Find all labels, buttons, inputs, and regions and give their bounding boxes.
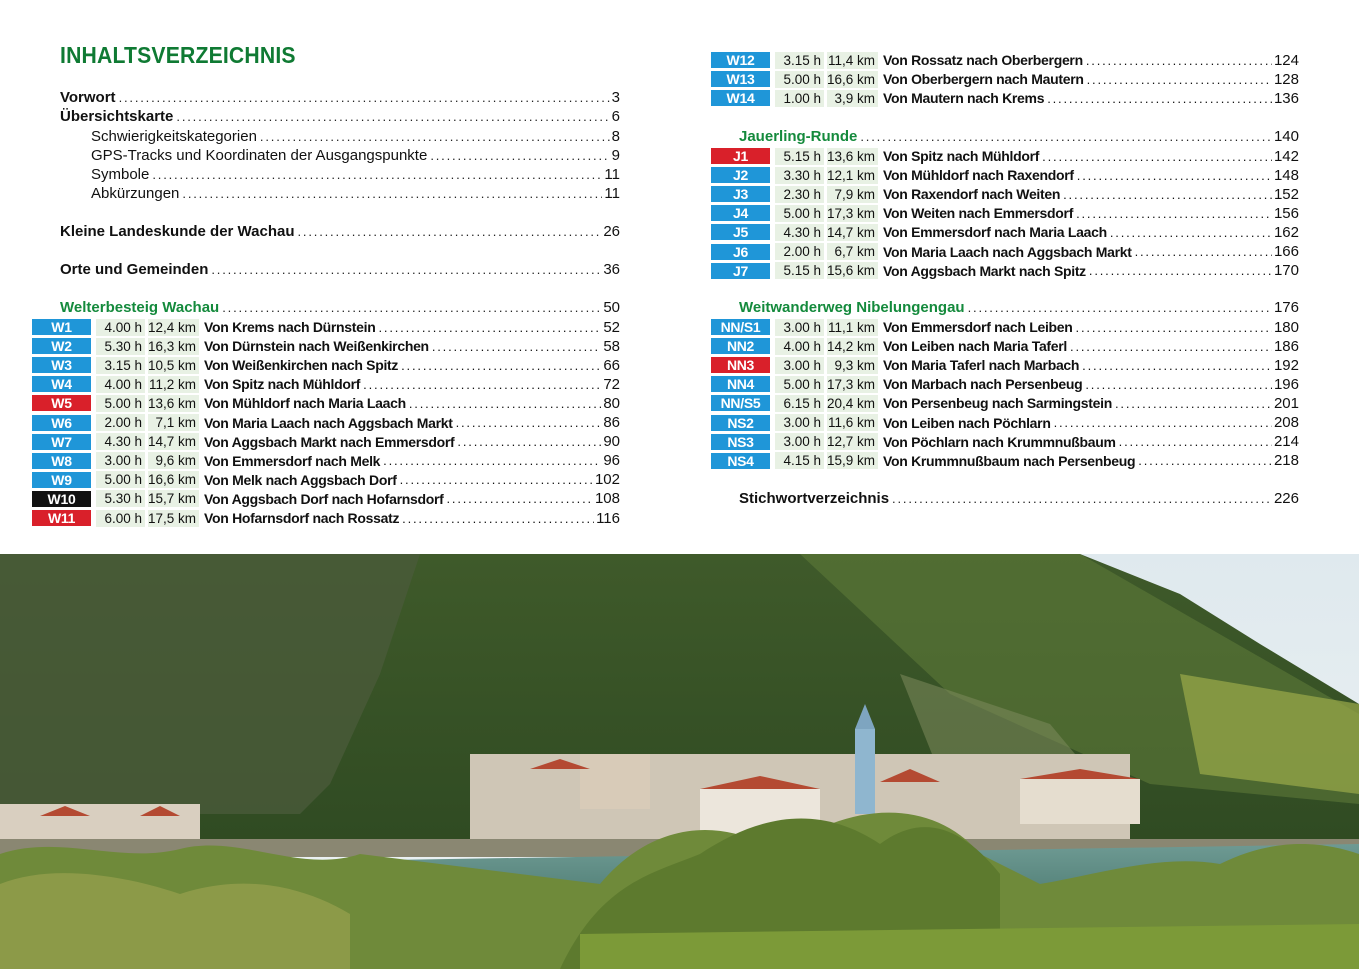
page-number: 6 [611, 108, 620, 125]
page-number: 156 [1273, 204, 1299, 222]
page-number: 201 [1273, 394, 1299, 412]
route-duration: 4.00 h [96, 376, 145, 393]
leader-dots [1119, 434, 1272, 449]
route-code-badge: NN2 [711, 338, 770, 354]
route-distance: 14,7 km [148, 433, 199, 450]
route-title: Von Maria Laach nach Aggsbach Markt [204, 414, 453, 431]
route-code-badge: J6 [711, 244, 770, 260]
route-distance: 12,4 km [148, 319, 199, 336]
route-distance: 16,6 km [827, 71, 878, 88]
entry-label: Jauerling-Runde [739, 128, 858, 145]
route-title: Von Rossatz nach Oberbergern [883, 52, 1083, 68]
route-title: Von Weißenkirchen nach Spitz [204, 357, 399, 374]
page-number: 26 [603, 223, 620, 240]
route-code-badge: W5 [32, 395, 91, 411]
page-number: 66 [603, 356, 620, 374]
page-number: 180 [1273, 318, 1299, 336]
leader-dots [1070, 339, 1272, 354]
leader-dots [1054, 415, 1272, 430]
leader-dots [401, 358, 601, 373]
page-number: 186 [1273, 337, 1299, 355]
entry-label: Vorwort [60, 89, 116, 106]
route-row[interactable] [32, 414, 620, 432]
route-row[interactable] [711, 243, 1299, 261]
route-row[interactable] [711, 433, 1299, 451]
page-number: 9 [611, 147, 620, 164]
page-number: 116 [596, 509, 620, 527]
leader-dots [1047, 91, 1272, 106]
toc-entry-orte[interactable] [60, 260, 620, 279]
route-duration: 1.00 h [775, 90, 824, 107]
entry-label: Übersichtskarte [60, 108, 174, 125]
route-duration: 3.00 h [775, 357, 824, 374]
route-duration: 3.15 h [775, 52, 824, 69]
leader-dots [1076, 206, 1272, 221]
route-code-badge: J2 [711, 167, 770, 183]
route-duration: 5.30 h [96, 338, 145, 355]
route-duration: 6.00 h [96, 510, 145, 527]
leader-dots [1135, 244, 1272, 259]
route-title: Von Emmersdorf nach Melk [204, 452, 381, 469]
route-code-badge: J7 [711, 263, 770, 279]
route-code-badge: W7 [32, 434, 91, 450]
route-title: Von Mautern nach Krems [883, 90, 1045, 107]
page-number: 136 [1273, 89, 1299, 107]
route-duration: 2.00 h [96, 414, 145, 431]
leader-dots [1077, 168, 1272, 183]
leader-dots [222, 298, 601, 317]
leader-dots [298, 222, 602, 241]
route-code-badge: W9 [32, 472, 91, 488]
leader-dots [432, 339, 602, 354]
route-row[interactable] [711, 318, 1299, 336]
route-distance: 3,9 km [827, 90, 878, 107]
route-title: Von Dürnstein nach Weißenkirchen [204, 338, 429, 355]
route-distance: 20,4 km [827, 395, 878, 412]
entry-label: Schwierigkeitskategorien [91, 128, 257, 145]
page-number: 108 [594, 490, 620, 508]
page-number: 52 [603, 318, 620, 336]
route-distance: 13,6 km [148, 395, 199, 412]
route-row[interactable] [32, 318, 620, 336]
toc-section-welterbesteig[interactable] [60, 298, 620, 317]
route-duration: 5.15 h [775, 148, 824, 165]
route-row[interactable] [32, 471, 620, 489]
route-distance: 12,1 km [827, 167, 878, 184]
route-code-badge: J3 [711, 186, 770, 202]
page-number: 142 [1273, 147, 1299, 165]
route-row[interactable] [32, 509, 620, 527]
route-code-badge: W6 [32, 415, 91, 431]
route-row[interactable] [711, 394, 1299, 412]
photo-illustration [0, 554, 1359, 969]
route-code-badge: W13 [711, 71, 770, 87]
route-distance: 17,3 km [827, 376, 878, 393]
leader-dots [1063, 187, 1272, 202]
route-code-badge: NS2 [711, 415, 770, 431]
leader-dots [1089, 263, 1272, 278]
route-duration: 5.15 h [775, 262, 824, 279]
route-title: Von Krummnußbaum nach Persenbeug [883, 452, 1136, 469]
route-row[interactable] [32, 337, 620, 355]
toc-section-jauerling[interactable] [739, 127, 1299, 146]
route-code-badge: NN/S1 [711, 319, 770, 335]
route-row[interactable] [32, 490, 620, 508]
route-row[interactable] [32, 433, 620, 451]
route-duration: 5.00 h [775, 205, 824, 222]
route-row[interactable] [711, 223, 1299, 241]
route-distance: 7,9 km [827, 186, 878, 203]
toc-entry-landeskunde[interactable] [60, 222, 620, 241]
route-title: Von Oberbergern nach Mautern [883, 71, 1084, 88]
route-code-badge: NN4 [711, 376, 770, 392]
entry-label: Weitwanderweg Nibelungengau [739, 299, 965, 316]
route-title: Von Leiben nach Maria Taferl [883, 338, 1068, 355]
route-title: Von Aggsbach Markt nach Spitz [883, 262, 1086, 279]
toc-subentry[interactable] [91, 184, 620, 203]
route-row[interactable] [32, 356, 620, 374]
route-title: Von Emmersdorf nach Leiben [883, 319, 1073, 335]
leader-dots [1042, 149, 1272, 164]
route-title: Von Emmersdorf nach Maria Laach [883, 224, 1107, 241]
leader-dots [211, 260, 601, 279]
route-code-badge: W2 [32, 338, 91, 354]
page-number: 128 [1273, 70, 1299, 88]
route-code-badge: J4 [711, 205, 770, 221]
route-row[interactable] [711, 185, 1299, 203]
leader-dots [383, 453, 601, 468]
entry-label: Symbole [91, 166, 150, 183]
route-title: Von Maria Taferl nach Marbach [883, 357, 1080, 374]
toc-section-nibelungengau[interactable] [739, 298, 1299, 317]
leader-dots [446, 491, 592, 506]
route-distance: 11,4 km [827, 52, 878, 69]
leader-dots [363, 377, 601, 392]
route-title: Von Aggsbach Dorf nach Hofarnsdorf [204, 490, 444, 507]
leader-dots [1115, 396, 1272, 411]
page-number: 162 [1273, 223, 1299, 241]
page-number: 124 [1273, 51, 1299, 69]
leader-dots [1086, 53, 1272, 68]
route-row[interactable] [711, 452, 1299, 470]
entry-label: Orte und Gemeinden [60, 261, 209, 278]
route-title: Von Mühldorf nach Raxendorf [883, 167, 1074, 184]
route-title: Von Spitz nach Mühldorf [883, 148, 1040, 164]
page-number: 166 [1273, 243, 1299, 260]
route-duration: 4.30 h [775, 224, 824, 241]
leader-dots [968, 298, 1272, 317]
route-row[interactable] [711, 414, 1299, 432]
page-number: 50 [603, 299, 620, 316]
route-code-badge: W4 [32, 376, 91, 392]
route-duration: 3.00 h [775, 414, 824, 431]
route-row[interactable] [32, 452, 620, 470]
toc-subentry[interactable] [91, 146, 620, 165]
leader-dots [1076, 320, 1272, 335]
route-code-badge: J1 [711, 148, 770, 164]
leader-dots [430, 146, 609, 165]
route-title: Von Maria Laach nach Aggsbach Markt [883, 243, 1132, 260]
entry-label: Abkürzungen [91, 185, 180, 202]
route-duration: 4.15 h [775, 452, 824, 469]
route-distance: 13,6 km [827, 148, 878, 165]
route-code-badge: W1 [32, 319, 91, 335]
route-duration: 5.30 h [96, 490, 145, 507]
route-distance: 10,5 km [148, 357, 199, 374]
route-distance: 9,6 km [148, 452, 199, 469]
page-number: 196 [1273, 375, 1299, 393]
page-number: 11 [604, 166, 620, 183]
route-row[interactable] [711, 89, 1299, 107]
page-number: 226 [1273, 490, 1299, 507]
leader-dots [1138, 453, 1272, 468]
page-number: 152 [1273, 185, 1299, 203]
route-code-badge: W8 [32, 453, 91, 469]
route-row[interactable] [711, 147, 1299, 165]
route-title: Von Krems nach Dürnstein [204, 319, 376, 335]
leader-dots [1087, 72, 1272, 87]
entry-label: Stichwortverzeichnis [739, 490, 890, 507]
route-distance: 11,6 km [827, 414, 878, 431]
route-duration: 3.00 h [96, 452, 145, 469]
route-row[interactable] [32, 394, 620, 412]
route-duration: 4.00 h [775, 338, 824, 355]
route-code-badge: NS4 [711, 453, 770, 469]
route-row[interactable] [711, 51, 1299, 69]
leader-dots [176, 107, 609, 126]
route-title: Von Mühldorf nach Maria Laach [204, 395, 406, 412]
page-number: 3 [611, 89, 620, 106]
page-number: 192 [1273, 356, 1299, 374]
route-duration: 6.15 h [775, 395, 824, 412]
leader-dots [1082, 358, 1272, 373]
route-distance: 12,7 km [827, 433, 878, 450]
route-distance: 14,2 km [827, 338, 878, 355]
route-row[interactable] [711, 337, 1299, 355]
toc-subentry[interactable] [91, 127, 620, 146]
leader-dots [119, 88, 610, 107]
page-number: 96 [603, 452, 620, 470]
route-title: Von Weiten nach Emmersdorf [883, 205, 1074, 222]
leader-dots [260, 127, 610, 146]
route-distance: 6,7 km [827, 243, 878, 260]
leader-dots [409, 396, 601, 411]
route-duration: 5.00 h [775, 376, 824, 393]
toc-subentry[interactable] [91, 165, 620, 184]
route-row[interactable] [32, 375, 620, 393]
route-distance: 9,3 km [827, 357, 878, 374]
page-number: 36 [603, 261, 620, 278]
leader-dots [892, 489, 1272, 508]
page-number: 11 [604, 185, 620, 202]
page-number: 72 [603, 375, 620, 393]
route-duration: 2.00 h [775, 243, 824, 260]
leader-dots [456, 415, 602, 430]
route-distance: 15,9 km [827, 452, 878, 469]
route-duration: 5.00 h [96, 395, 145, 412]
leader-dots [1085, 377, 1272, 392]
toc-entry[interactable] [60, 88, 620, 107]
toc-entry-index[interactable] [739, 489, 1299, 508]
page-number: 214 [1273, 433, 1299, 451]
route-row[interactable] [711, 70, 1299, 88]
route-row[interactable] [711, 166, 1299, 184]
route-duration: 3.00 h [775, 319, 824, 336]
leader-dots [182, 184, 602, 203]
page-number: 148 [1273, 166, 1299, 184]
page-number: 90 [603, 433, 620, 451]
route-distance: 15,7 km [148, 490, 199, 507]
route-distance: 17,5 km [148, 510, 199, 527]
route-code-badge: NN/S5 [711, 395, 770, 411]
route-distance: 16,3 km [148, 338, 199, 355]
leader-dots [400, 472, 593, 487]
entry-label: Kleine Landeskunde der Wachau [60, 223, 295, 240]
route-title: Von Hofarnsdorf nach Rossatz [204, 510, 400, 526]
route-title: Von Marbach nach Persenbeug [883, 376, 1083, 393]
page-number: 86 [603, 414, 620, 431]
entry-label: Welterbesteig Wachau [60, 299, 220, 316]
route-duration: 5.00 h [96, 471, 145, 488]
route-duration: 3.30 h [775, 167, 824, 184]
route-duration: 3.00 h [775, 433, 824, 450]
leader-dots [457, 434, 601, 449]
route-code-badge: W11 [32, 510, 91, 526]
page-number: 8 [611, 128, 620, 145]
route-title: Von Persenbeug nach Sarmingstein [883, 395, 1112, 412]
page-number: 102 [594, 471, 620, 489]
route-distance: 11,1 km [827, 319, 878, 336]
page-number: 218 [1273, 452, 1299, 470]
route-duration: 4.30 h [96, 433, 145, 450]
route-code-badge: J5 [711, 224, 770, 240]
page-number: 58 [603, 337, 620, 355]
route-distance: 17,3 km [827, 205, 878, 222]
leader-dots [1110, 225, 1272, 240]
page-title: INHALTSVERZEICHNIS [60, 42, 296, 68]
route-distance: 7,1 km [148, 414, 199, 431]
route-duration: 3.15 h [96, 357, 145, 374]
toc-entry[interactable] [60, 107, 620, 126]
route-duration: 2.30 h [775, 186, 824, 203]
page-number: 208 [1273, 414, 1299, 431]
leader-dots [152, 165, 602, 184]
route-distance: 11,2 km [148, 376, 199, 393]
route-row[interactable] [711, 262, 1299, 280]
route-title: Von Spitz nach Mühldorf [204, 376, 361, 393]
leader-dots [402, 511, 594, 526]
landscape-photo [0, 554, 1359, 969]
route-duration: 4.00 h [96, 319, 145, 336]
route-row[interactable] [711, 356, 1299, 374]
route-row[interactable] [711, 375, 1299, 393]
leader-dots [860, 127, 1272, 146]
route-duration: 5.00 h [775, 71, 824, 88]
route-title: Von Melk nach Aggsbach Dorf [204, 471, 397, 488]
route-distance: 16,6 km [148, 471, 199, 488]
route-code-badge: NS3 [711, 434, 770, 450]
route-code-badge: W12 [711, 52, 770, 68]
route-title: Von Raxendorf nach Weiten [883, 186, 1061, 203]
route-title: Von Leiben nach Pöchlarn [883, 414, 1051, 431]
route-distance: 14,7 km [827, 224, 878, 241]
route-distance: 15,6 km [827, 262, 878, 279]
page-number: 140 [1273, 128, 1299, 145]
route-title: Von Pöchlarn nach Krummnußbaum [883, 433, 1116, 450]
route-row[interactable] [711, 204, 1299, 222]
page-number: 80 [603, 394, 620, 412]
page-number: 170 [1273, 262, 1299, 280]
entry-label: GPS-Tracks und Koordinaten der Ausgangspunkte [91, 147, 428, 164]
page-number: 176 [1273, 299, 1299, 316]
route-title: Von Aggsbach Markt nach Emmersdorf [204, 433, 455, 450]
route-code-badge: W3 [32, 357, 91, 373]
route-code-badge: NN3 [711, 357, 770, 373]
leader-dots [378, 320, 601, 335]
route-code-badge: W10 [32, 491, 91, 507]
route-code-badge: W14 [711, 90, 770, 106]
